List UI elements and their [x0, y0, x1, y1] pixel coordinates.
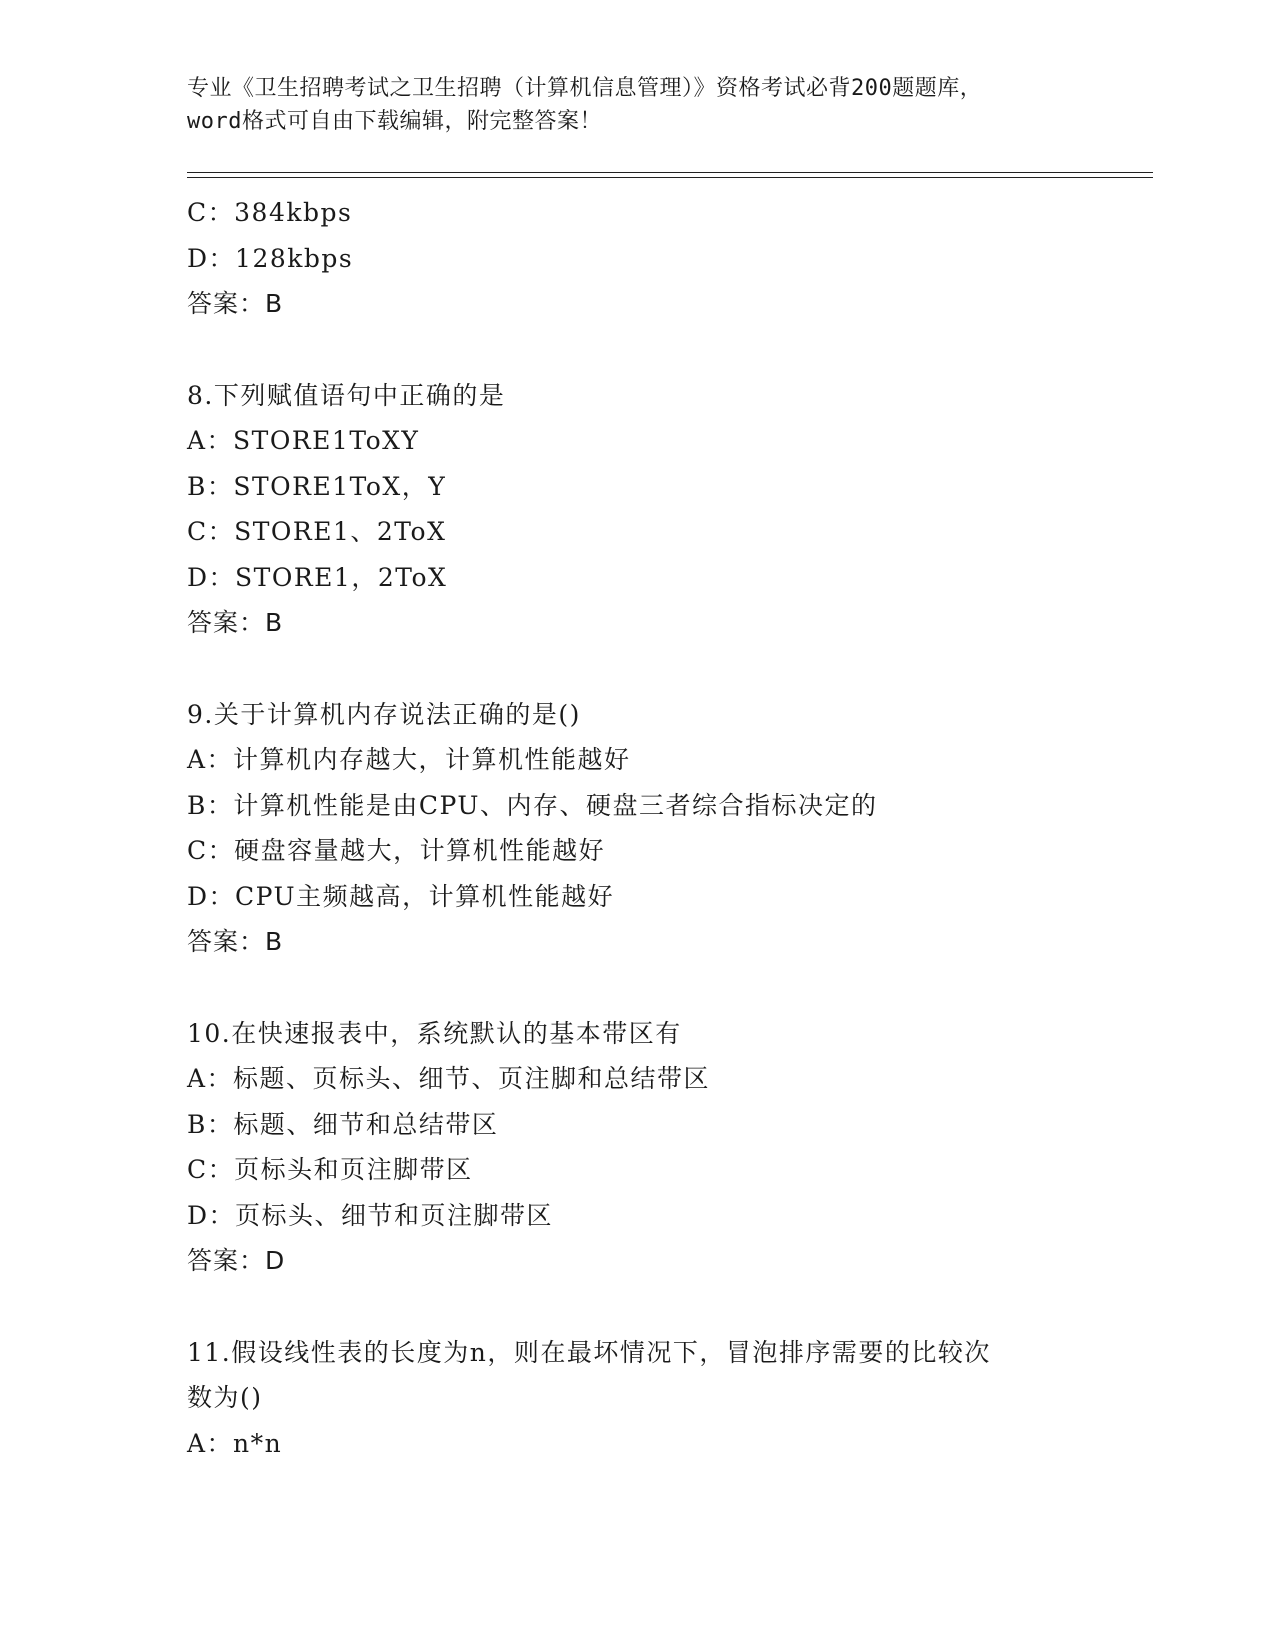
option-c: C：页标头和页注脚带区 — [187, 1155, 473, 1184]
spacer — [187, 965, 1087, 1011]
option-b: B：计算机性能是由CPU、内存、硬盘三者综合指标决定的 — [187, 790, 878, 820]
question-9 — [187, 692, 1087, 965]
header-line-2: word格式可自由下载编辑，附完整答案！ — [187, 109, 602, 134]
document-body — [187, 190, 1087, 1466]
question-stem: 10.在快速报表中，系统默认的基本带区有 — [187, 1018, 682, 1048]
header-rule-bottom — [187, 177, 1153, 178]
option-b: B：标题、细节和总结带区 — [187, 1109, 499, 1139]
option-d: D：页标头、细节和页注脚带区 — [187, 1200, 554, 1230]
question-7-continuation — [187, 190, 1087, 327]
header-rule-top — [187, 172, 1153, 173]
option-b: B：STORE1ToX，Y — [187, 471, 447, 501]
question-8 — [187, 373, 1087, 646]
option-c: C：硬盘容量越大，计算机性能越好 — [187, 836, 606, 865]
answer-line: 答案：B — [187, 608, 284, 637]
option-a: A：标题、页标头、细节、页注脚和总结带区 — [187, 1064, 711, 1093]
spacer — [187, 1284, 1087, 1330]
question-stem-line-1: 11.假设线性表的长度为n，则在最坏情况下，冒泡排序需要的比较次 — [187, 1337, 991, 1367]
answer-line: 答案：B — [187, 289, 284, 318]
option-c: C：STORE1、2ToX — [187, 517, 447, 546]
option-a: A：n*n — [187, 1428, 283, 1458]
answer-line: 答案：D — [187, 1246, 286, 1275]
spacer — [187, 646, 1087, 692]
page-header — [187, 72, 1087, 138]
question-10 — [187, 1011, 1087, 1284]
option-d: D：128kbps — [187, 243, 354, 273]
header-line-1: 专业《卫生招聘考试之卫生招聘（计算机信息管理）》资格考试必背200题题库， — [187, 76, 983, 101]
option-d: D：STORE1，2ToX — [187, 562, 448, 592]
option-a: A：计算机内存越大，计算机性能越好 — [187, 745, 631, 774]
answer-line: 答案：B — [187, 927, 284, 956]
option-d: D：CPU主频越高，计算机性能越好 — [187, 881, 615, 911]
spacer — [187, 327, 1087, 373]
question-11 — [187, 1330, 1087, 1467]
question-stem: 9.关于计算机内存说法正确的是() — [187, 699, 581, 729]
option-c: C：384kbps — [187, 198, 353, 227]
question-stem: 8.下列赋值语句中正确的是 — [187, 380, 506, 410]
question-stem-line-2: 数为() — [187, 1383, 263, 1412]
option-a: A：STORE1ToXY — [187, 426, 420, 455]
